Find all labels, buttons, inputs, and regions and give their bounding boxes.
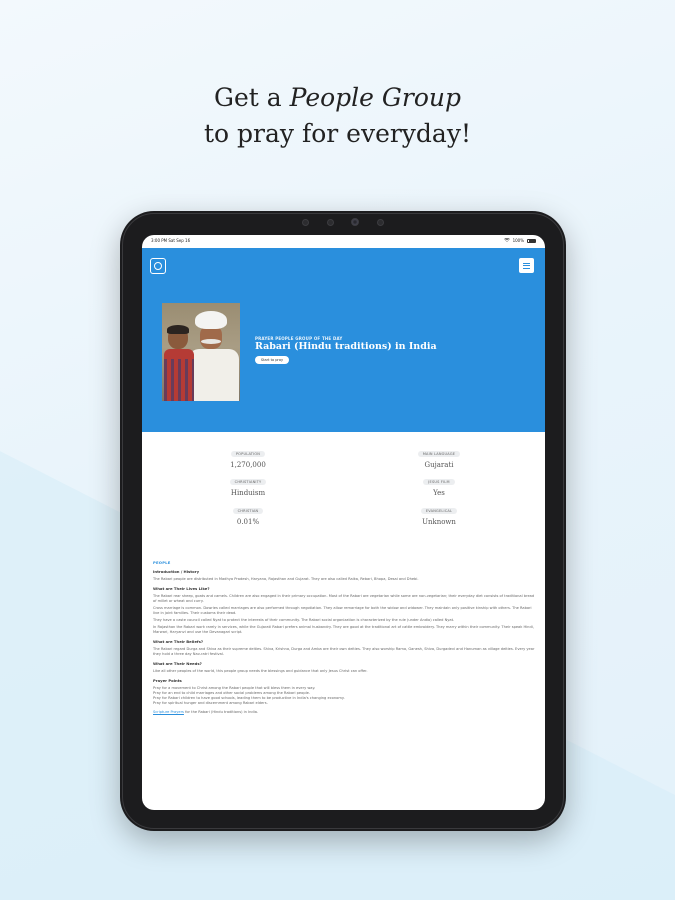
stat-label: CHRISTIAN bbox=[233, 508, 264, 514]
headline-line-2: to pray for everyday! bbox=[203, 119, 472, 148]
status-time: 3:00 PM Sat Sep 16 bbox=[151, 238, 191, 243]
stat-jesus-film bbox=[389, 468, 489, 497]
stat-value: 0.01% bbox=[236, 518, 260, 526]
stat-value: Yes bbox=[433, 489, 445, 497]
battery-icon bbox=[527, 239, 536, 243]
people-group-photo bbox=[162, 303, 240, 401]
camera-icon bbox=[351, 218, 359, 226]
section-heading: What are Their Lives Like? bbox=[153, 586, 210, 591]
headline-prefix: Get a bbox=[214, 83, 290, 112]
wifi-icon bbox=[504, 238, 510, 243]
sensor-icon bbox=[377, 219, 384, 226]
prayer-point: Pray for a movement to Christ among the Rabari people that will bless them in every way. bbox=[153, 686, 316, 690]
stat-evangelical bbox=[389, 497, 489, 526]
paragraph: The Rabari rear sheep, goats and camels. Children are also engaged in their primary occupation. Most of the Rabari are vegetarian while some are non-vegetarian; their everyday diet consists of traditional bread of millet or wheat and curry. bbox=[153, 594, 535, 603]
stat-value: Gujarati bbox=[424, 461, 454, 469]
section-heading: Introduction / History bbox=[153, 569, 200, 574]
app-logo-icon[interactable] bbox=[150, 258, 166, 274]
section-heading: Prayer Points bbox=[153, 678, 182, 683]
section-heading: What are Their Needs? bbox=[153, 661, 202, 666]
app-screen bbox=[142, 235, 545, 810]
battery-percent: 100% bbox=[512, 238, 524, 243]
sensor-icon bbox=[327, 219, 334, 226]
stat-value: Hinduism bbox=[230, 489, 266, 497]
camera-bar bbox=[302, 217, 384, 227]
paragraph: The Rabari people are distributed in Madhya Pradesh, Haryana, Rajasthan and Gujarat. They are also called Raika, Rebari, Bhopa, Desai and Dhebi. bbox=[153, 577, 419, 581]
paragraph: Like all other peoples of the world, this people group needs the blessings and guidance that only Jesus Christ can offer. bbox=[153, 669, 368, 673]
stat-label: CHRISTIANITY bbox=[230, 479, 267, 485]
stat-label: MAIN LANGUAGE bbox=[418, 451, 460, 457]
paragraph: They have a caste council called Nyat to protect the interests of their community. The Rabari social organization is characterized by the rule (under Andio) called Nyat. bbox=[153, 618, 455, 622]
paragraph: Cross marriage is common. Dowries called marriages are also performed through negotiation. They allow remarriage for both the widow and widower. They maintain only positive kinship with others. The Rabari live in joint families. Their customs their dead. bbox=[153, 606, 532, 615]
promo-headline bbox=[0, 80, 675, 152]
status-right bbox=[504, 238, 536, 243]
stat-main-language bbox=[389, 440, 489, 469]
stat-value: 1,270,000 bbox=[230, 461, 266, 469]
paragraph: In Rajasthan the Rabari work rarely in services, while the Gujarati Rabari prefers animal husbandry. They are good at the traditional art of cattle embroidery. They marry within their community. Their speak Hindi, Marwari, Haryanvi and use the Devanagari script. bbox=[153, 625, 534, 634]
stat-religion bbox=[198, 468, 298, 497]
sensor-icon bbox=[302, 219, 309, 226]
scripture-prayers-line bbox=[153, 710, 535, 715]
stat-population bbox=[198, 440, 298, 469]
tablet-device bbox=[120, 211, 566, 831]
headline-line-1 bbox=[0, 80, 675, 116]
hero-title: Rabari (Hindu traditions) in India bbox=[255, 341, 437, 352]
stat-label: EVANGELICAL bbox=[421, 508, 457, 514]
start-praying-button[interactable]: Start to pray bbox=[255, 356, 289, 364]
prayer-point: Pray for an end to child marriages and other social problems among the Rabari people. bbox=[153, 691, 310, 695]
scripture-prayers-text: for the Rabari (Hindu traditions) in India. bbox=[183, 710, 259, 714]
stat-christian bbox=[198, 497, 298, 526]
stat-value: Unknown bbox=[422, 518, 456, 526]
hero-kicker: PRAYER PEOPLE GROUP OF THE DAY bbox=[255, 336, 343, 341]
scripture-prayers-link[interactable]: Scripture Prayers bbox=[153, 710, 184, 714]
prayer-point: Pray for spiritual hunger and discernment among Rabari elders. bbox=[153, 701, 268, 705]
headline-emphasis: People Group bbox=[289, 83, 461, 112]
hero-banner bbox=[142, 248, 545, 432]
people-profile-content bbox=[153, 560, 535, 717]
stat-label: POPULATION bbox=[231, 451, 265, 457]
stat-label: JESUS FILM bbox=[423, 479, 454, 485]
section-tag: PEOPLE bbox=[153, 560, 171, 565]
paragraph: The Rabari regard Durga and Shiva as their supreme deities. Shiva, Krishna, Durga and Amba are their own deities. They also worship Rama, Ganesh, Shiva, Durgadevi and Hanuman as village deities. Every year they hold a three day Nav-ratri festival. bbox=[153, 647, 535, 656]
status-bar bbox=[142, 235, 545, 246]
menu-icon[interactable] bbox=[519, 258, 534, 273]
prayer-point: Pray for Rabari children to have good schools, leading them to be productive in India's changing economy. bbox=[153, 696, 345, 700]
section-heading: What are Their Beliefs? bbox=[153, 639, 204, 644]
